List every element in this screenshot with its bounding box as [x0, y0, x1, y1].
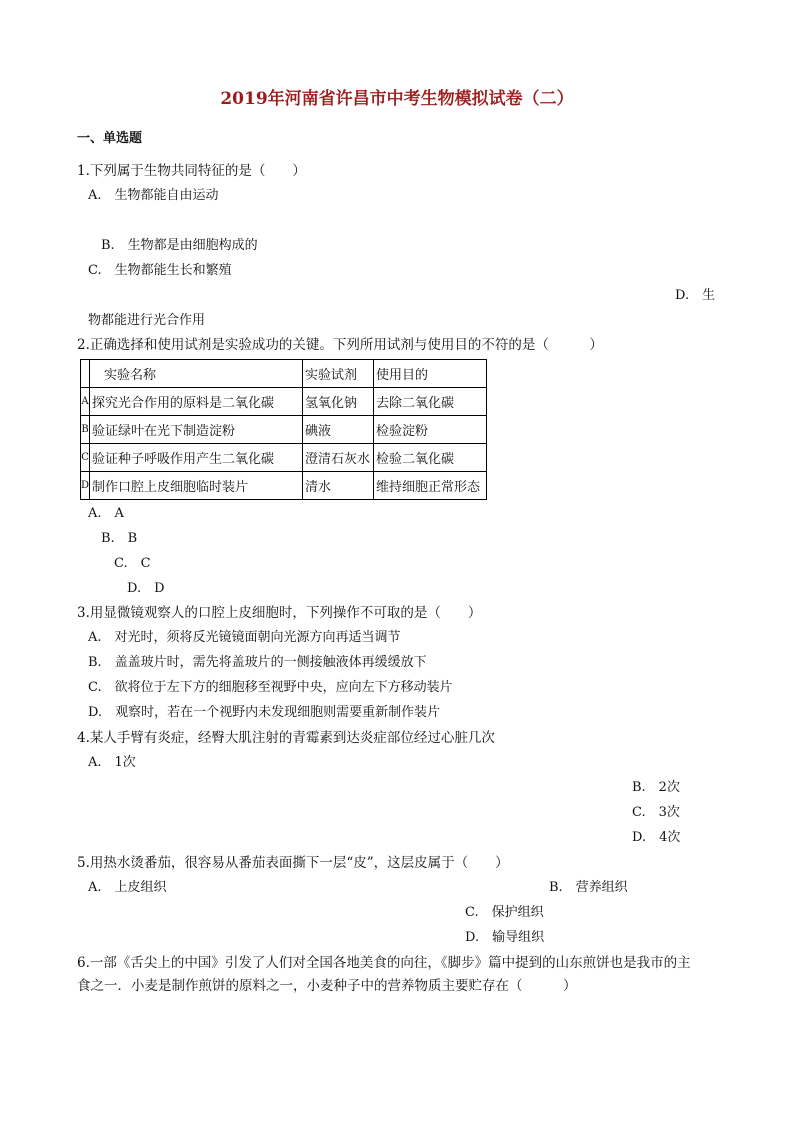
- table-row-label: D: [81, 472, 90, 500]
- table-cell: 碘液: [303, 416, 374, 444]
- table-cell: 澄清石灰水: [303, 444, 374, 472]
- table-cell: 维持细胞正常形态: [374, 472, 487, 500]
- table-row-label: C: [81, 444, 90, 472]
- question-1-option-d[interactable]: D. 生: [675, 288, 716, 303]
- question-1-option-d-continued: 物都能进行光合作用: [88, 313, 206, 328]
- table-header-cell: 实验名称: [90, 360, 303, 388]
- section-heading: 一、单选题: [77, 131, 143, 146]
- question-2-option-d[interactable]: D. D: [127, 581, 165, 596]
- page-title: 2019年河南省许昌市中考生物模拟试卷（二）: [220, 89, 574, 109]
- question-2-stem: 2.正确选择和使用试剂是实验成功的关键。下列所用试剂与使用目的不符的是（ ）: [77, 337, 603, 353]
- question-1-option-c[interactable]: C. 生物都能生长和繁殖: [88, 263, 232, 278]
- table-row: [81, 472, 487, 500]
- question-4-option-d[interactable]: D. 4次: [632, 830, 681, 845]
- question-2-option-c[interactable]: C. C: [114, 556, 151, 571]
- table-header-cell: 实验试剂: [303, 360, 374, 388]
- experiment-table: [80, 359, 487, 500]
- table-cell: 去除二氧化碳: [374, 388, 487, 416]
- question-5-option-c[interactable]: C. 保护组织: [465, 905, 544, 920]
- question-4-option-c[interactable]: C. 3次: [632, 805, 680, 820]
- table-row: [81, 416, 487, 444]
- question-5-option-b[interactable]: B. 营养组织: [549, 880, 628, 895]
- question-1-option-a[interactable]: A. 生物都能自由运动: [88, 188, 219, 203]
- question-6-stem-line-2: 食之一．小麦是制作煎饼的原料之一，小麦种子中的营养物质主要贮存在（ ）: [77, 978, 577, 994]
- table-cell: 氢氧化钠: [303, 388, 374, 416]
- question-3-stem: 3.用显微镜观察人的口腔上皮细胞时，下列操作不可取的是（ ）: [77, 605, 482, 621]
- question-1-option-b[interactable]: B. 生物都是由细胞构成的: [101, 238, 258, 253]
- question-5-stem: 5.用热水烫番茄，很容易从番茄表面撕下一层“皮”，这层皮属于（ ）: [77, 855, 509, 871]
- question-2-option-b[interactable]: B. B: [101, 531, 138, 546]
- table-row-label: B: [81, 416, 90, 444]
- table-cell: 验证种子呼吸作用产生二氧化碳: [90, 444, 303, 472]
- question-1-stem: 1.下列属于生物共同特征的是（ ）: [77, 163, 306, 179]
- question-2-option-a[interactable]: A. A: [88, 506, 124, 521]
- question-3-option-d[interactable]: D. 观察时，若在一个视野内未发现细胞则需要重新制作装片: [88, 705, 441, 720]
- table-cell: 清水: [303, 472, 374, 500]
- table-cell: 检验二氧化碳: [374, 444, 487, 472]
- table-row: [81, 444, 487, 472]
- table-cell: 验证绿叶在光下制造淀粉: [90, 416, 303, 444]
- table-header-row: [81, 360, 487, 388]
- table-cell: 检验淀粉: [374, 416, 487, 444]
- question-3-option-c[interactable]: C. 欲将位于左下方的细胞移至视野中央，应向左下方移动装片: [88, 680, 453, 695]
- table-cell: 制作口腔上皮细胞临时装片: [90, 472, 303, 500]
- question-4-option-a[interactable]: A. 1次: [88, 755, 136, 770]
- question-3-option-a[interactable]: A. 对光时，须将反光镜镜面朝向光源方向再适当调节: [88, 630, 401, 645]
- question-3-option-b[interactable]: B. 盖盖玻片时，需先将盖玻片的一侧接触液体再缓缓放下: [88, 655, 427, 670]
- table-cell: 探究光合作用的原料是二氧化碳: [90, 388, 303, 416]
- question-4-stem: 4.某人手臂有炎症，经臀大肌注射的青霉素到达炎症部位经过心脏几次: [77, 730, 495, 746]
- table-header-cell: [81, 360, 90, 388]
- table-row-label: A: [81, 388, 90, 416]
- table-row: [81, 388, 487, 416]
- question-5-option-a[interactable]: A. 上皮组织: [88, 880, 167, 895]
- question-6-stem-line-1: 6.一部《舌尖上的中国》引发了人们对全国各地美食的向往，《脚步》篇中提到的山东煎饼也是我市的主: [77, 955, 691, 971]
- table-header-cell: 使用目的: [374, 360, 487, 388]
- question-5-option-d[interactable]: D. 输导组织: [465, 930, 545, 945]
- question-4-option-b[interactable]: B. 2次: [632, 780, 680, 795]
